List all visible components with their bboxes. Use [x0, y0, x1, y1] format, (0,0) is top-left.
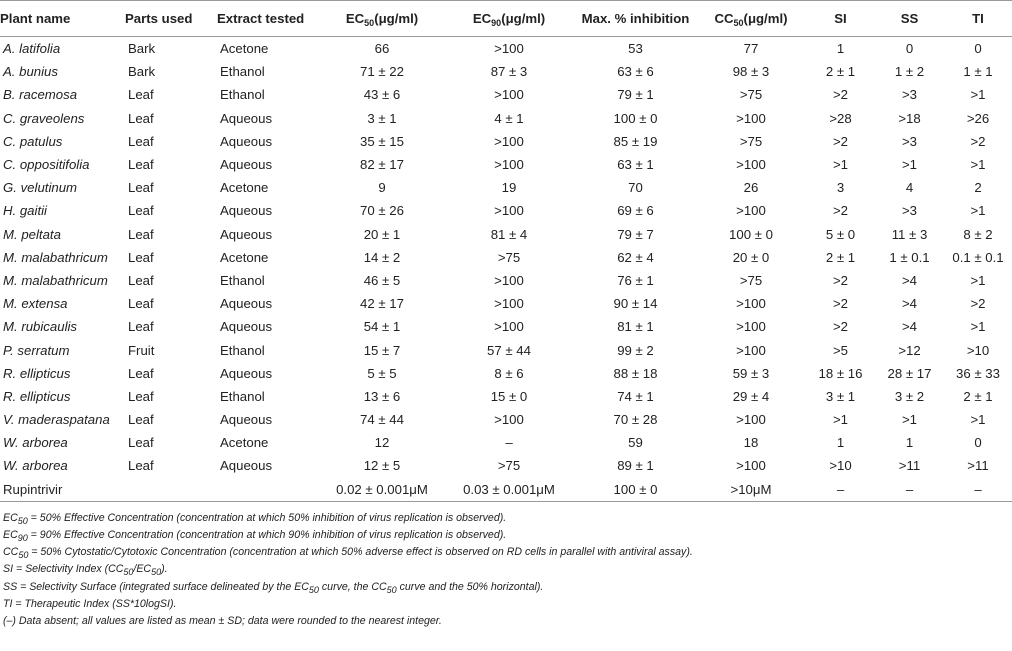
- cell-ti: 2: [974, 180, 982, 196]
- cell-ti: 0.1 ± 0.1: [952, 249, 1004, 265]
- cell-extract-tested: Aqueous: [220, 296, 273, 312]
- cell-parts-used: Bark: [128, 41, 156, 57]
- cell-parts-used: Leaf: [128, 203, 154, 219]
- cell-max-inhibition: 76 ± 1: [617, 272, 654, 288]
- cell-ec50: 35 ± 15: [360, 133, 404, 149]
- cell-max-inhibition: 69 ± 6: [617, 203, 654, 219]
- table-row: [0, 223, 1012, 246]
- cell-extract-tested: Aqueous: [220, 157, 273, 173]
- cell-cc50: >100: [736, 296, 766, 312]
- cell-ss: 4: [905, 180, 914, 196]
- table-row: [0, 153, 1012, 176]
- table-row: [0, 269, 1012, 292]
- cell-extract-tested: [217, 478, 321, 502]
- header-ec90: $EC_{90}(\mu g/ml)$: [443, 1, 575, 37]
- cell-plant-name: M. peltata: [3, 226, 61, 242]
- table-row: [0, 246, 1012, 269]
- cell-cc50: >75: [739, 133, 763, 149]
- cell-si: >28: [829, 110, 852, 126]
- cell-parts-used: Leaf: [128, 435, 154, 451]
- cell-cc50: >100: [736, 458, 766, 474]
- cell-ti: >2: [970, 133, 986, 149]
- cell-parts-used: Leaf: [128, 388, 154, 404]
- cell-ec50: 20 ± 1: [363, 226, 401, 242]
- cell-cc50: >100: [736, 203, 766, 219]
- cell-ss: >4: [901, 296, 918, 312]
- table-row: [0, 454, 1012, 477]
- cell-parts-used: Leaf: [128, 180, 154, 196]
- cell-ss: >4: [901, 319, 918, 335]
- table-row: [0, 338, 1012, 361]
- table-row: [0, 292, 1012, 315]
- cell-extract-tested: Aqueous: [220, 365, 273, 381]
- cell-extract-tested: Aqueous: [220, 226, 273, 242]
- cell-si: 3: [836, 180, 845, 196]
- cell-ec50: 15 ± 7: [363, 342, 401, 358]
- cell-extract-tested: Aqueous: [220, 319, 273, 335]
- cell-max-inhibition: 81 ± 1: [617, 319, 654, 335]
- cell-ss: 3 ± 2: [894, 388, 925, 404]
- cell-plant-name: P. serratum: [3, 342, 70, 358]
- cell-parts-used: Leaf: [128, 412, 154, 428]
- cell-parts-used: Leaf: [128, 157, 154, 173]
- cell-max-inhibition: 63 ± 1: [617, 157, 654, 173]
- cell-ss: 28 ± 17: [887, 365, 932, 381]
- cell-extract-tested: Aqueous: [220, 412, 273, 428]
- cell-ss: >12: [898, 342, 921, 358]
- cell-ti: >1: [970, 87, 986, 103]
- cell-max-inhibition: 63 ± 6: [617, 64, 654, 80]
- cell-plant-name: M. extensa: [3, 296, 68, 312]
- cell-ec90: 0.03 ± 0.001μM: [443, 478, 575, 502]
- cell-si: 2 ± 1: [825, 64, 856, 80]
- cell-plant-name: G. velutinum: [3, 180, 78, 196]
- cell-plant-name: Rupintrivir: [0, 478, 125, 502]
- cell-cc50: >100: [736, 342, 766, 358]
- cell-parts-used: Leaf: [128, 272, 154, 288]
- cell-parts-used: Fruit: [128, 342, 155, 358]
- cell-ec50: 66: [374, 41, 390, 57]
- control-row: [0, 478, 1012, 502]
- cell-cc50: 26: [743, 180, 759, 196]
- cell-parts-used: Leaf: [128, 110, 154, 126]
- cell-ec90: 8 ± 6: [494, 365, 524, 381]
- cell-ss: >3: [901, 203, 918, 219]
- cell-ec50: 0.02 ± 0.001μM: [321, 478, 443, 502]
- cell-ss: >1: [901, 412, 918, 428]
- cell-cc50: 59 ± 3: [732, 365, 770, 381]
- cell-parts-used: Leaf: [128, 87, 154, 103]
- table-footnotes: [0, 510, 1012, 630]
- cell-ec90: >100: [494, 133, 524, 149]
- cell-ss: >11: [898, 458, 921, 474]
- cell-plant-name: M. malabathricum: [3, 272, 108, 288]
- table-row: [0, 199, 1012, 222]
- table-row: [0, 408, 1012, 431]
- cell-ti: >1: [970, 272, 986, 288]
- cell-si: >2: [832, 133, 849, 149]
- cell-extract-tested: Ethanol: [220, 342, 265, 358]
- cell-cc50: 77: [743, 41, 759, 57]
- cell-ss: >1: [901, 157, 918, 173]
- header-cc50: $CC_{50}(\mu g/ml)$: [696, 1, 806, 37]
- cell-ti: –: [944, 478, 1012, 502]
- cell-cc50: 98 ± 3: [732, 64, 770, 80]
- cell-max-inhibition: 59: [628, 435, 643, 451]
- cell-max-inhibition: 79 ± 7: [617, 226, 654, 242]
- footnote-ec50: $EC_{50} = 50\%$ Effective Concentration (concentration at which 50% inhibition of virus replication is observed).: [3, 511, 507, 526]
- cell-ec90: 19: [501, 180, 517, 196]
- cell-si: 1: [836, 41, 845, 57]
- cell-extract-tested: Ethanol: [220, 87, 265, 103]
- cell-cc50: 29 ± 4: [732, 388, 770, 404]
- header-ec50: $EC_{50}(\mu g/ml)$: [321, 1, 443, 37]
- table-row: [0, 385, 1012, 408]
- cell-plant-name: V. maderaspatana: [3, 412, 110, 428]
- cell-ti: 2 ± 1: [963, 388, 993, 404]
- header-extract-tested: Extract tested: [217, 1, 321, 37]
- cell-extract-tested: Aqueous: [220, 133, 273, 149]
- cell-parts-used: Leaf: [128, 133, 154, 149]
- cell-ec90: 4 ± 1: [494, 110, 524, 126]
- cell-plant-name: H. gaitii: [3, 203, 47, 219]
- cell-extract-tested: Acetone: [220, 435, 269, 451]
- cell-cc50: >100: [736, 110, 766, 126]
- cell-si: 1: [836, 435, 845, 451]
- cell-parts-used: Bark: [128, 64, 156, 80]
- cell-ec50: 71 ± 22: [360, 64, 404, 80]
- cell-cc50: 18: [743, 435, 759, 451]
- cell-ti: 8 ± 2: [963, 226, 993, 242]
- cell-si: >1: [832, 412, 849, 428]
- cell-max-inhibition: 70: [628, 180, 643, 196]
- cell-ti: >1: [970, 157, 986, 173]
- cell-plant-name: W. arborea: [3, 435, 68, 451]
- cell-max-inhibition: 88 ± 18: [613, 365, 658, 381]
- cell-ec90: 57 ± 44: [487, 342, 531, 358]
- cell-extract-tested: Ethanol: [220, 388, 265, 404]
- cell-extract-tested: Ethanol: [220, 64, 265, 80]
- cell-cc50: >100: [736, 412, 766, 428]
- cell-extract-tested: Acetone: [220, 41, 269, 57]
- cell-max-inhibition: 79 ± 1: [617, 87, 654, 103]
- cell-ec90: >75: [497, 249, 521, 265]
- cell-extract-tested: Aqueous: [220, 458, 273, 474]
- table-row: [0, 107, 1012, 130]
- cell-si: 5 ± 0: [825, 226, 856, 242]
- cell-ss: >4: [901, 272, 918, 288]
- cell-max-inhibition: 62 ± 4: [617, 249, 654, 265]
- cell-ec90: –: [505, 435, 513, 451]
- table-row: [0, 431, 1012, 454]
- cell-ec90: 15 ± 0: [490, 388, 528, 404]
- cell-extract-tested: Aqueous: [220, 203, 273, 219]
- cell-extract-tested: Acetone: [220, 249, 269, 265]
- table-body: [0, 37, 1012, 502]
- cell-max-inhibition: 89 ± 1: [617, 458, 654, 474]
- cell-cc50: 100 ± 0: [729, 226, 773, 242]
- cell-ec90: >100: [494, 272, 524, 288]
- cell-plant-name: B. racemosa: [3, 87, 78, 103]
- cell-ec90: >75: [497, 458, 521, 474]
- header-ss: SS: [875, 1, 944, 37]
- cell-ec50: 82 ± 17: [360, 157, 404, 173]
- cell-ss: 0: [905, 41, 914, 57]
- footnote-si: SI = Selectivity Index $(CC_{50}/EC_{50})$.: [3, 563, 168, 578]
- footnote-ss: SS = Selectivity Surface (integrated surface delineated by the $EC_{50}$ curve, the $CC_{50}$ curve and the 50% horizontal).: [3, 580, 544, 595]
- cell-si: >10: [829, 458, 852, 474]
- cell-max-inhibition: 99 ± 2: [617, 342, 654, 358]
- cell-ec50: 43 ± 6: [363, 87, 401, 103]
- cell-extract-tested: Acetone: [220, 180, 269, 196]
- table-row: [0, 83, 1012, 106]
- table-row: [0, 37, 1012, 61]
- cell-ti: >1: [970, 203, 986, 219]
- cell-ss: 1 ± 2: [894, 64, 925, 80]
- header-plant-name: Plant name: [0, 1, 125, 37]
- cell-plant-name: C. patulus: [3, 133, 63, 149]
- header-ti: TI: [944, 1, 1012, 37]
- cell-ss: 1: [905, 435, 914, 451]
- cell-parts-used: Leaf: [128, 458, 154, 474]
- cell-parts-used: Leaf: [128, 319, 154, 335]
- cell-ec50: 13 ± 6: [363, 388, 401, 404]
- cell-parts-used: Leaf: [128, 249, 154, 265]
- cell-si: –: [806, 478, 875, 502]
- cell-ec50: 3 ± 1: [367, 110, 397, 126]
- cell-max-inhibition: 74 ± 1: [617, 388, 654, 404]
- cell-ec90: 81 ± 4: [490, 226, 528, 242]
- table-row: [0, 362, 1012, 385]
- table-row: [0, 60, 1012, 83]
- table-row: [0, 176, 1012, 199]
- cell-ec50: 14 ± 2: [363, 249, 401, 265]
- cell-ec50: 12: [374, 435, 390, 451]
- cell-ec50: 42 ± 17: [360, 296, 404, 312]
- cell-plant-name: A. bunius: [3, 64, 58, 80]
- cell-si: >2: [832, 296, 849, 312]
- cell-max-inhibition: 70 ± 28: [613, 412, 658, 428]
- cell-ss: 1 ± 0.1: [889, 249, 930, 265]
- cell-ec90: >100: [494, 296, 524, 312]
- cell-parts-used: Leaf: [128, 365, 154, 381]
- cell-ti: >10: [966, 342, 990, 358]
- cell-ec90: >100: [494, 41, 524, 57]
- header-parts-used: Parts used: [125, 1, 217, 37]
- cell-ec50: 70 ± 26: [360, 203, 404, 219]
- cell-max-inhibition: 100 ± 0: [575, 478, 696, 502]
- cell-ec90: 87 ± 3: [490, 64, 528, 80]
- cell-si: >2: [832, 272, 849, 288]
- cell-si: >5: [832, 342, 849, 358]
- cell-extract-tested: Aqueous: [220, 110, 273, 126]
- cell-si: >2: [832, 203, 849, 219]
- header-si: SI: [806, 1, 875, 37]
- cell-ti: >1: [970, 412, 986, 428]
- cell-max-inhibition: 90 ± 14: [613, 296, 658, 312]
- cell-ti: 0: [974, 41, 982, 57]
- cell-si: >1: [832, 157, 849, 173]
- cell-plant-name: C. graveolens: [3, 110, 85, 126]
- cell-ti: 1 ± 1: [963, 64, 993, 80]
- cell-ec50: 9: [378, 180, 386, 196]
- cell-ti: >1: [970, 319, 986, 335]
- cell-cc50: >10μM: [696, 478, 806, 502]
- cell-ti: >26: [966, 110, 990, 126]
- footnote-cc50: $CC_{50} = 50\%$ Cytostatic/Cytotoxic Concentration (concentration at which 50% adverse effect is observed on RD cells in parallel with antiviral assay).: [3, 546, 693, 561]
- cell-plant-name: R. ellipticus: [3, 365, 71, 381]
- cell-cc50: >100: [736, 157, 766, 173]
- cell-ec50: 12 ± 5: [363, 458, 401, 474]
- cell-ti: >2: [970, 296, 986, 312]
- cell-plant-name: W. arborea: [3, 458, 68, 474]
- cell-cc50: 20 ± 0: [732, 249, 770, 265]
- cell-cc50: >100: [736, 319, 766, 335]
- cell-ss: >3: [901, 87, 918, 103]
- cell-ec90: >100: [494, 412, 524, 428]
- cell-si: 18 ± 16: [818, 365, 863, 381]
- cell-ec90: >100: [494, 157, 524, 173]
- cell-ec50: 5 ± 5: [367, 365, 397, 381]
- cell-ss: >3: [901, 133, 918, 149]
- cell-ti: 0: [974, 435, 982, 451]
- cell-ec50: 46 ± 5: [363, 272, 401, 288]
- cell-ti: >11: [967, 458, 989, 474]
- cell-ec90: >100: [494, 87, 524, 103]
- footnote-data-absent: (–) Data absent; all values are listed as mean ± SD; data were rounded to the nearest integer.: [3, 614, 442, 627]
- cell-max-inhibition: 85 ± 19: [613, 133, 658, 149]
- cell-ec90: >100: [494, 203, 524, 219]
- cell-ec90: >100: [494, 319, 524, 335]
- table-row: [0, 130, 1012, 153]
- cell-plant-name: R. ellipticus: [3, 388, 71, 404]
- cell-ec50: 74 ± 44: [360, 412, 404, 428]
- table-row: [0, 315, 1012, 338]
- cell-cc50: >75: [739, 87, 763, 103]
- cell-ti: 36 ± 33: [956, 365, 1000, 381]
- footnote-ec90: $EC_{90} = 90\%$ Effective Concentration (concentration at which 90% inhibition of virus replication is observed).: [3, 528, 507, 543]
- cell-ss: 11 ± 3: [891, 226, 928, 242]
- header-row: [0, 1, 1012, 37]
- cell-ss: –: [875, 478, 944, 502]
- cell-plant-name: M. rubicaulis: [3, 319, 78, 335]
- cell-cc50: >75: [739, 272, 763, 288]
- footnote-ti: TI = Therapeutic Index (SS*10logSI).: [3, 597, 177, 610]
- cell-parts-used: Leaf: [128, 226, 154, 242]
- cell-ss: >18: [898, 110, 921, 126]
- cell-ec50: 54 ± 1: [363, 319, 401, 335]
- header-max-inhibition: Max. % inhibition: [575, 1, 696, 37]
- cell-si: >2: [832, 319, 849, 335]
- cell-si: >2: [832, 87, 849, 103]
- cell-max-inhibition: 53: [628, 41, 643, 57]
- cell-plant-name: A. latifolia: [3, 41, 61, 57]
- cell-si: 2 ± 1: [825, 249, 856, 265]
- cell-parts-used: Leaf: [128, 296, 154, 312]
- cell-plant-name: C. oppositifolia: [3, 157, 90, 173]
- cell-max-inhibition: 100 ± 0: [613, 110, 658, 126]
- cell-si: 3 ± 1: [825, 388, 856, 404]
- cell-plant-name: M. malabathricum: [3, 249, 108, 265]
- cell-extract-tested: Ethanol: [220, 272, 265, 288]
- cell-parts-used: [125, 478, 217, 502]
